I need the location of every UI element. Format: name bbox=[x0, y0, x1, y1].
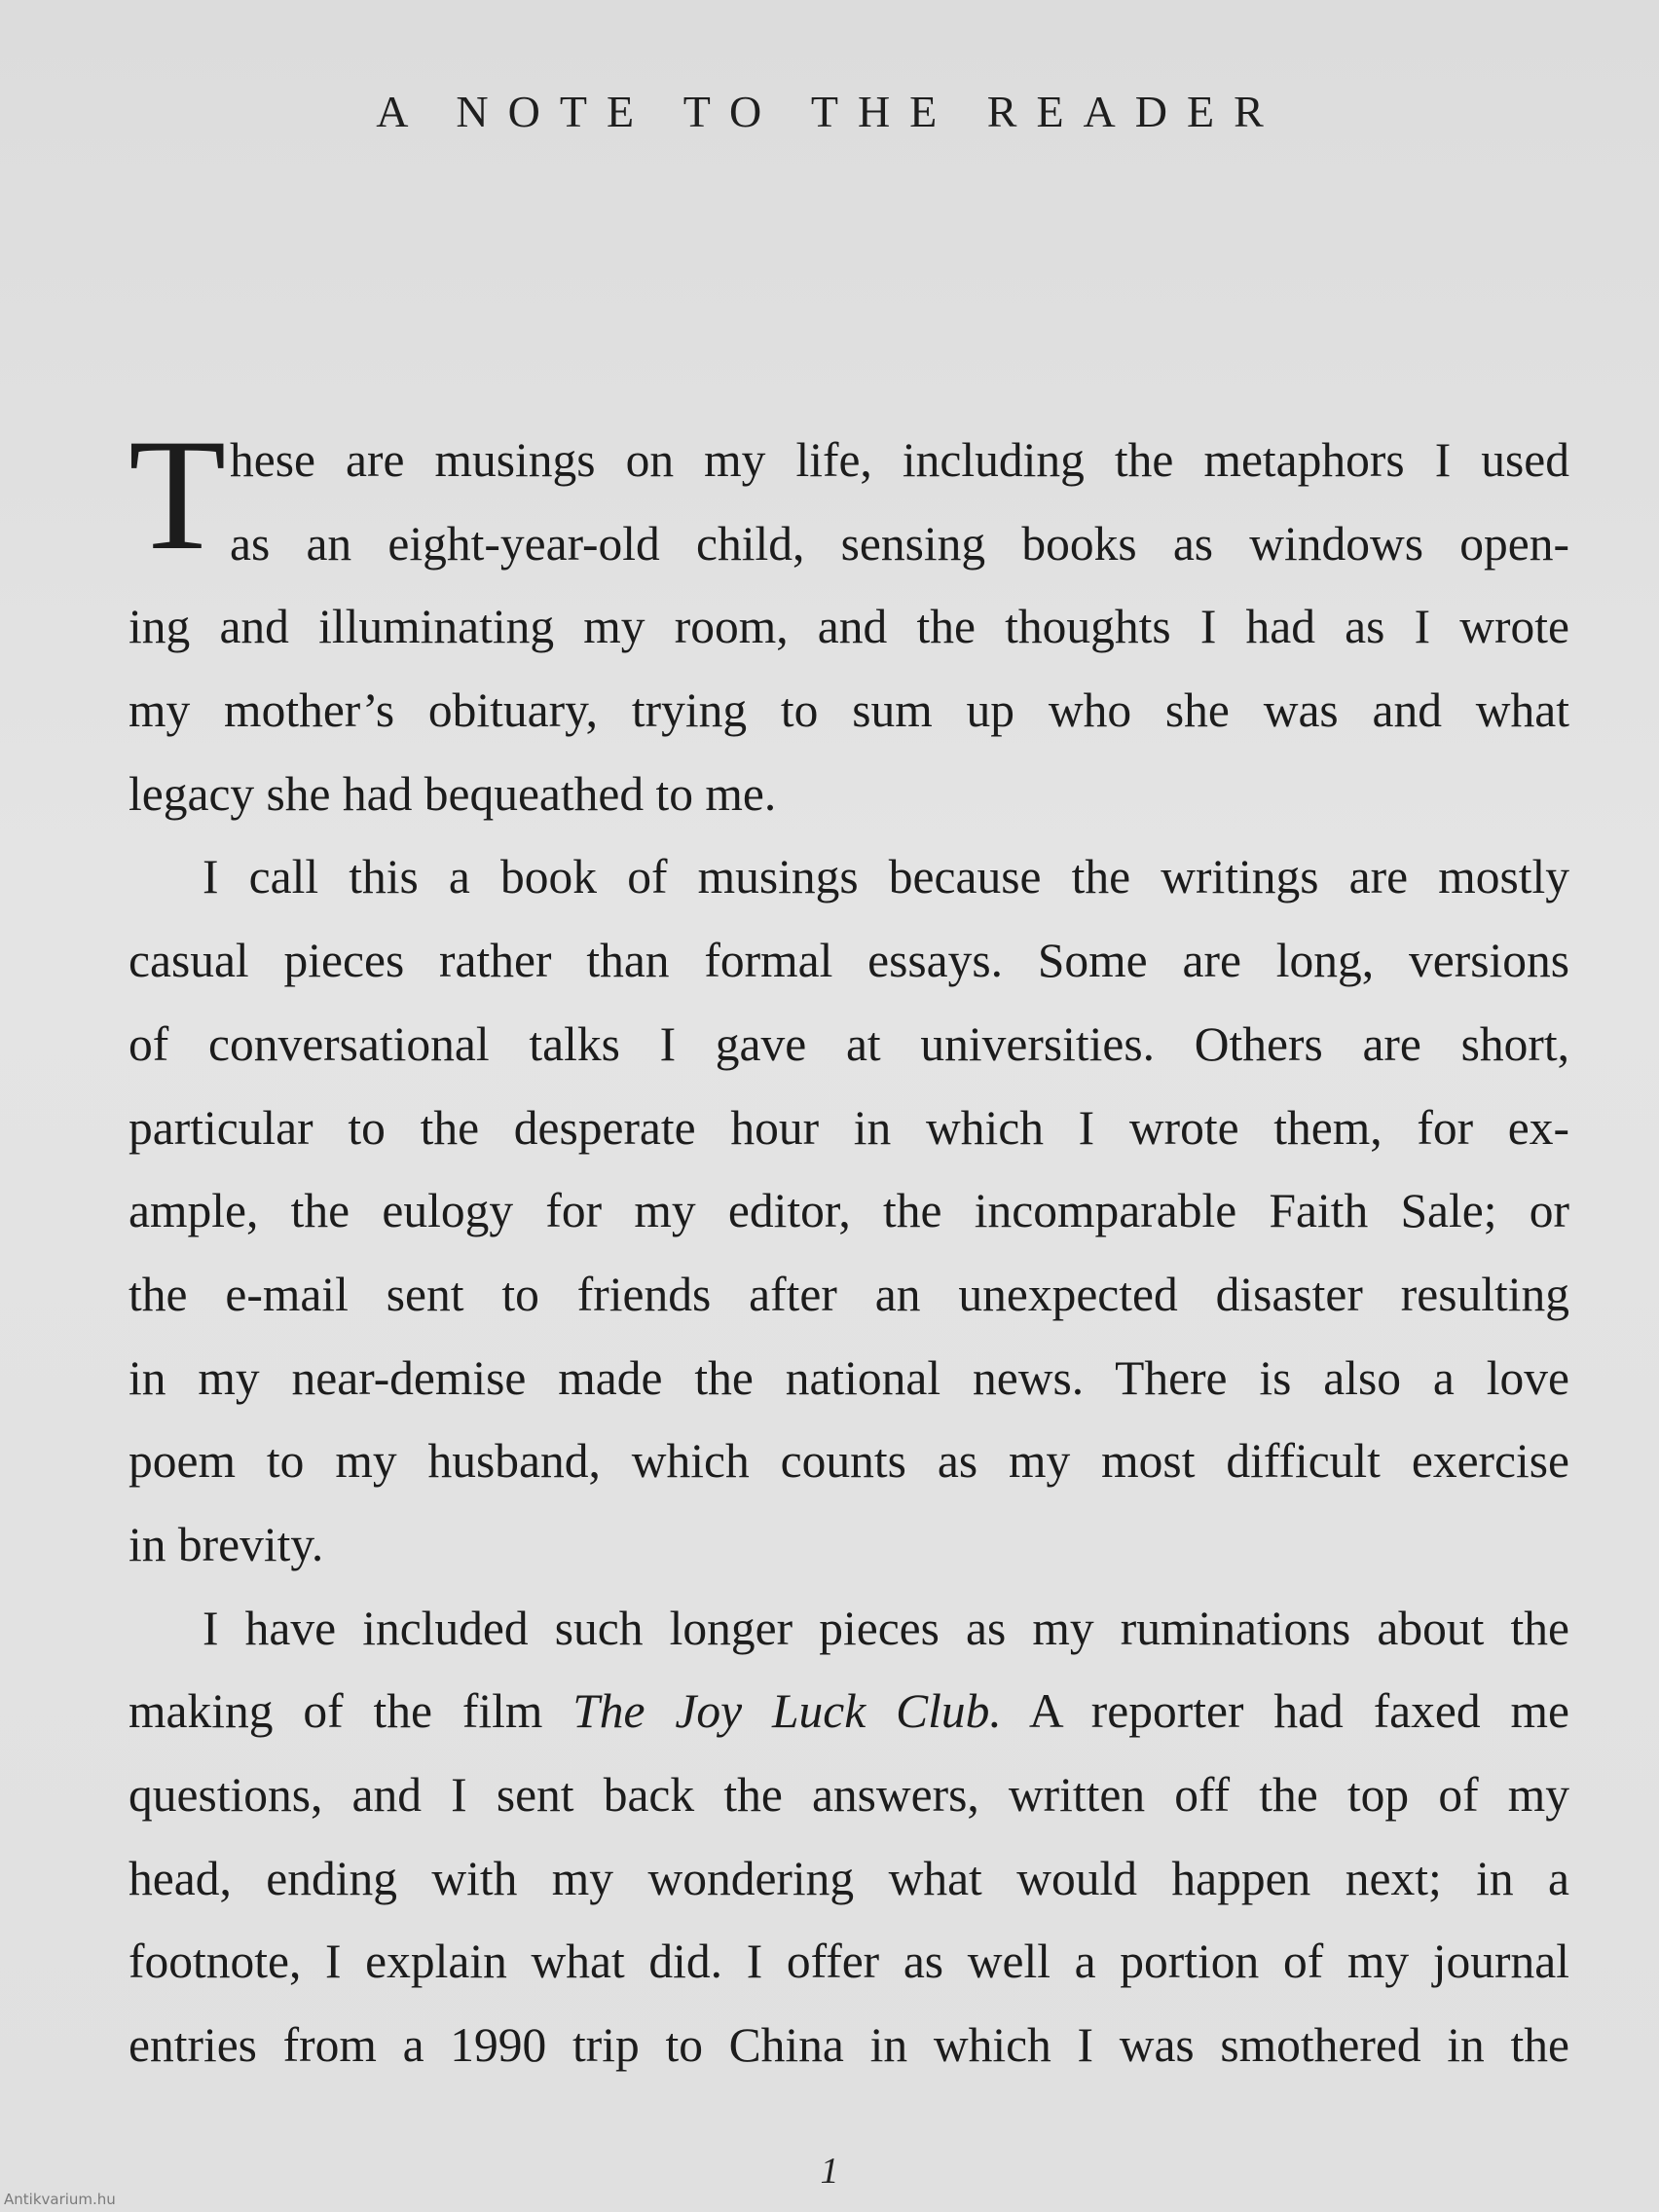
text-line: in brevity. bbox=[129, 1517, 324, 1571]
text-line: particular to the desperate hour in which I wrote them, for ex- bbox=[129, 1100, 1569, 1155]
text-line: footnote, I explain what did. I offer as well a portion of my journal bbox=[129, 1935, 1569, 1989]
body-text bbox=[129, 407, 1569, 2087]
text-line: as an eight-year-old child, sensing books as windows open- bbox=[230, 516, 1569, 571]
paragraph-3 bbox=[129, 1587, 1569, 2087]
text-line: my mother’s obituary, trying to sum up who she was and what bbox=[129, 683, 1569, 738]
text-line: head, ending with my wondering what would happen next; in a bbox=[129, 1851, 1569, 1905]
text-line: I call this a book of musings because the writings are mostly bbox=[203, 850, 1569, 904]
text-line: the e-mail sent to friends after an unexpected disaster resulting bbox=[129, 1267, 1569, 1321]
page-number: 1 bbox=[820, 2151, 839, 2192]
text-line: casual pieces rather than formal essays. Some are long, versions bbox=[129, 934, 1569, 988]
paragraph-1 bbox=[129, 407, 1569, 835]
text-line: poem to my husband, which counts as my most difficult exercise bbox=[129, 1434, 1569, 1489]
text-segment: making of the film bbox=[129, 1684, 573, 1739]
book-title: The Joy Luck Club. bbox=[572, 1684, 1002, 1739]
text-line bbox=[129, 1670, 1569, 1753]
text-line: ing and illuminating my room, and the thoughts I had as I wrote bbox=[129, 600, 1569, 654]
text-line: I have included such longer pieces as my ruminations about the bbox=[203, 1601, 1569, 1655]
text-line: questions, and I sent back the answers, written off the top of my bbox=[129, 1768, 1569, 1822]
text-segment: A reporter had faxed me bbox=[1001, 1684, 1569, 1739]
drop-cap: T bbox=[129, 407, 227, 583]
paragraph-2 bbox=[129, 835, 1569, 1586]
text-line: hese are musings on my life, including the metaphors I used bbox=[230, 433, 1569, 487]
text-line: legacy she had bequeathed to me. bbox=[129, 766, 777, 821]
chapter-heading: A NOTE TO THE READER bbox=[376, 87, 1283, 136]
watermark: Antikvarium.hu bbox=[4, 2191, 116, 2208]
text-line: ample, the eulogy for my editor, the incomparable Faith Sale; or bbox=[129, 1184, 1569, 1238]
text-line: of conversational talks I gave at universities. Others are short, bbox=[129, 1016, 1569, 1071]
text-line: entries from a 1990 trip to China in which I was smothered in the bbox=[129, 2018, 1569, 2073]
text-line: in my near-demise made the national news. There is also a love bbox=[129, 1350, 1569, 1405]
